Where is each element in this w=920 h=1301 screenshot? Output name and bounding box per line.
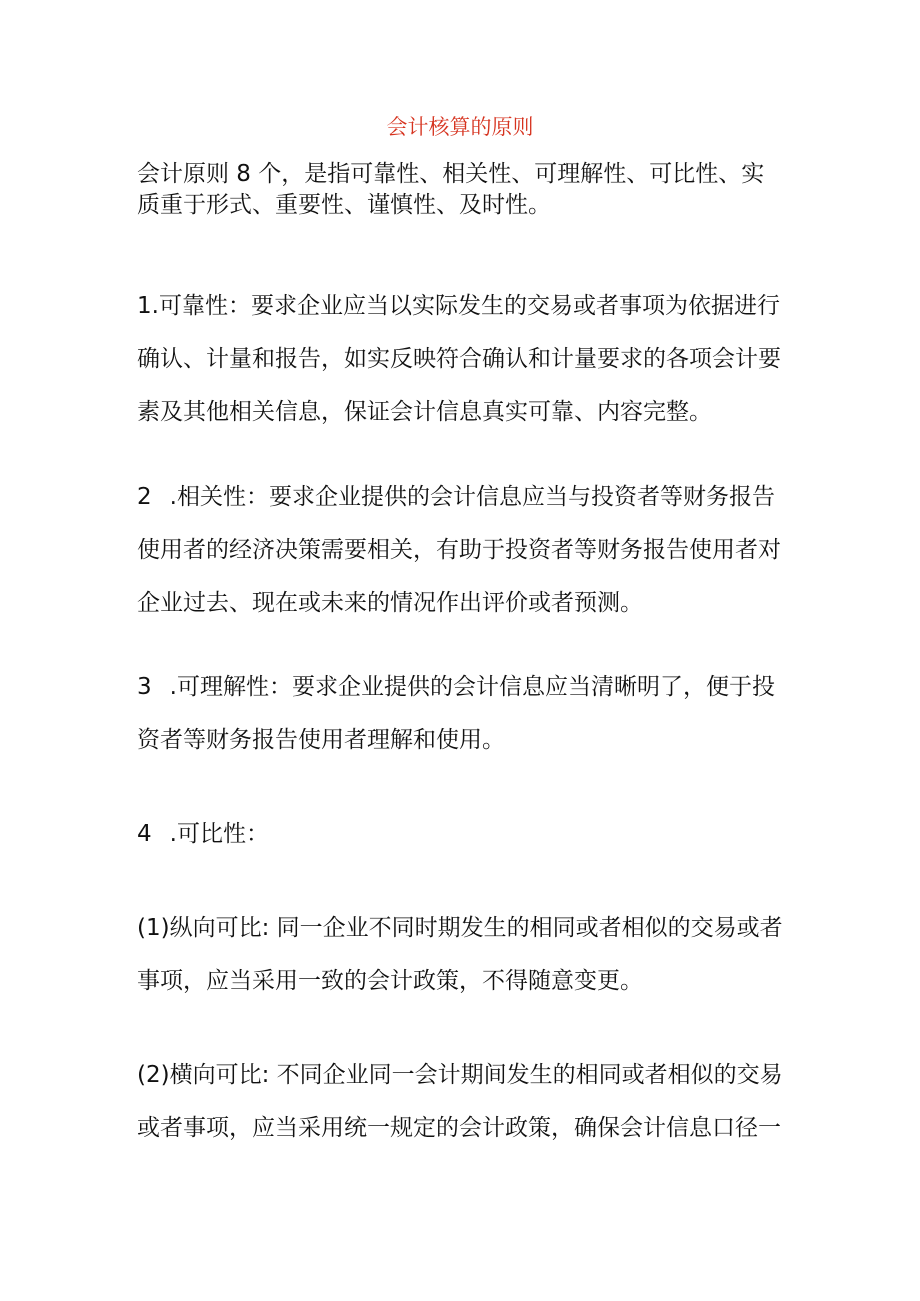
section-separator: . [169,821,177,847]
section-text: 可比性： [176,821,269,847]
section-text: 可理解性：要求企业提供的会计信息应当清晰明了，便于投资者等财务报告使用者理解和使用。 [137,674,775,753]
section-number: 1 [137,293,152,319]
intro-paragraph: 会计原则 8 个，是指可靠性、相关性、可理解性、可比性、实质重于形式、重要性、谨慎性、及时性。 [137,161,765,218]
section-text: 可靠性：要求企业应当以实际发生的交易或者事项为依据进行确认、计量和报告，如实反映符合确认和计量要求的各项会计要素及其他相关信息，保证会计信息真实可靠、内容完整。 [137,293,781,425]
section-number: 2 [137,484,152,510]
section-separator: . [151,293,159,319]
section-understandability [137,661,787,767]
section-separator: . [169,674,177,700]
subsection-horizontal-comparability: (2)横向可比: 不同企业同一会计期间发生的相同或者相似的交易或者事项，应当采用统一规定的会计政策，确保会计信息口径一 [137,1062,783,1141]
section-separator: . [169,484,177,510]
section-comparability [137,808,787,861]
section-relevance [137,471,787,630]
subsection-vertical-comparability: (1)纵向可比: 同一企业不同时期发生的相同或者相似的交易或者事项，应当采用一致的会计政策，不得随意变更。 [137,915,783,994]
section-text: 相关性：要求企业提供的会计信息应当与投资者等财务报告使用者的经济决策需要相关，有助于投资者等财务报告使用者对企业过去、现在或未来的情况作出评价或者预测。 [137,484,781,616]
document-title: 会计核算的原则 [386,115,534,139]
section-number: 3 [137,674,152,700]
section-number: 4 [137,821,152,847]
section-reliability [137,280,787,439]
